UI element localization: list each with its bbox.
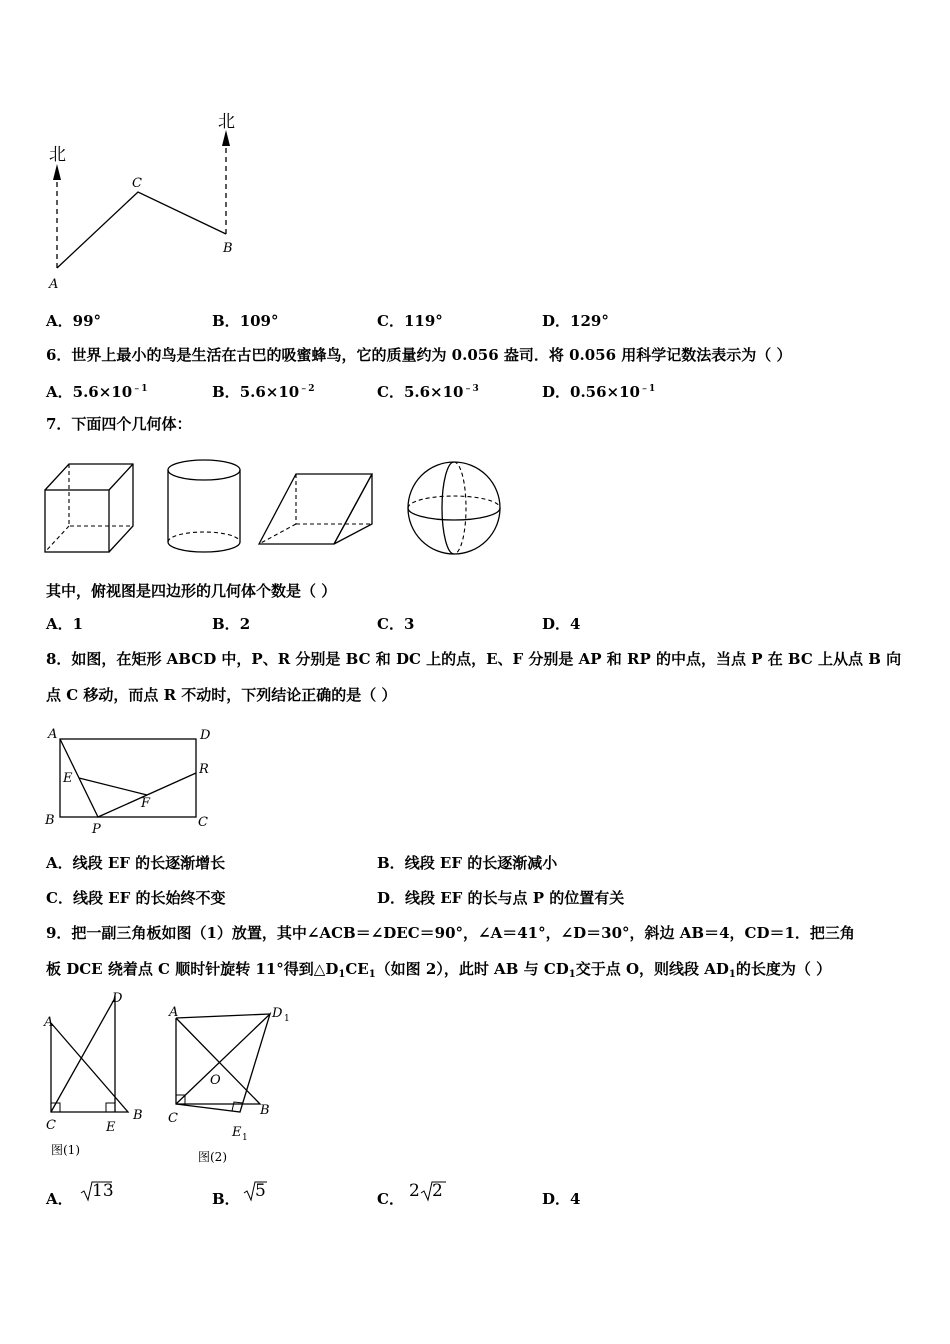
- q7-stem: 7．下面四个几何体：: [46, 415, 192, 433]
- q7-option-c[interactable]: C．3: [377, 615, 415, 633]
- label-b: B: [45, 813, 55, 828]
- label-f: F: [141, 796, 151, 811]
- label-e: E: [106, 1120, 116, 1135]
- triangles-figure-2: [162, 1000, 292, 1170]
- q6-stem: 6．世界上最小的鸟是生活在古巴的吸蜜蜂鸟，它的质量约为 0.056 盎司．将 0.056 用科学记数法表示为（ ）: [46, 346, 792, 364]
- q5-option-b[interactable]: B．109°: [212, 312, 279, 330]
- q9-option-b[interactable]: B．: [212, 1190, 240, 1208]
- q5-option-a[interactable]: A．99°: [46, 312, 102, 330]
- q8-option-d[interactable]: D．线段 EF 的长与点 P 的位置有关: [377, 889, 625, 907]
- q5-option-c[interactable]: C．119°: [377, 312, 443, 330]
- q8-option-c[interactable]: C．线段 EF 的长始终不变: [46, 889, 226, 907]
- q6-option-a[interactable]: A．$5.6\times 10^{﹣1}$: [46, 383, 148, 401]
- north-label-2: 北: [218, 112, 235, 132]
- label-a: A: [44, 1015, 54, 1030]
- caption-1: 图(1): [51, 1143, 80, 1157]
- q5-option-d[interactable]: D．129°: [542, 312, 609, 330]
- label-d1-sub: 1: [284, 1014, 290, 1024]
- label-c: C: [198, 815, 208, 830]
- cube-figure: [42, 460, 138, 558]
- caption-2: 图(2): [198, 1150, 227, 1164]
- label-c: C: [132, 176, 142, 191]
- compass-figure: [40, 108, 260, 293]
- q6-option-b[interactable]: B．$5.6\times 10^{﹣2}$: [212, 383, 315, 401]
- north-label-1: 北: [49, 145, 66, 165]
- q6-option-d[interactable]: D．$0.56\times 10^{﹣1}$: [542, 383, 656, 401]
- label-d1: D: [272, 1006, 283, 1021]
- label-b: B: [260, 1103, 270, 1118]
- q7-option-a[interactable]: A．1: [46, 615, 84, 633]
- north-arrow-a: [53, 164, 61, 180]
- label-e1: E: [232, 1125, 242, 1140]
- q7-option-b[interactable]: B．2: [212, 615, 251, 633]
- label-p: P: [92, 822, 101, 836]
- q9-stem-line1: 9．把一副三角板如图（1）放置，其中∠ACB＝∠DEC＝90°，∠A＝41°，∠D＝30°，斜边 AB＝4，CD＝1．把三角: [46, 924, 855, 942]
- label-a: A: [49, 277, 59, 292]
- label-c: C: [46, 1118, 56, 1133]
- q7-question: 其中，俯视图是四边形的几何体个数是（ ）: [46, 582, 337, 600]
- q6-option-c[interactable]: C．$5.6\times 10^{﹣3}$: [377, 383, 479, 401]
- q8-stem-line1: 8．如图，在矩形 ABCD 中，P、R 分别是 BC 和 DC 上的点，E、F 分别是 AP 和 RP 的中点，当点 P 在 BC 上从点 B 向: [46, 650, 902, 668]
- q9-option-d[interactable]: D．4: [542, 1190, 581, 1208]
- q8-option-a[interactable]: A．线段 EF 的长逐渐增长: [46, 854, 226, 872]
- label-o: O: [210, 1073, 221, 1088]
- q9-option-a[interactable]: A．: [46, 1190, 73, 1208]
- label-a: A: [169, 1005, 179, 1020]
- north-arrow-b: [222, 130, 230, 146]
- label-c: C: [168, 1111, 178, 1126]
- q8-option-b[interactable]: B．线段 EF 的长逐渐减小: [377, 854, 558, 872]
- label-r: R: [199, 762, 209, 777]
- label-b: B: [223, 241, 233, 256]
- cylinder-figure: [162, 456, 248, 558]
- q9-option-b-value[interactable]: 5: [243, 1180, 267, 1206]
- path-acb: [57, 192, 226, 268]
- label-b: B: [133, 1108, 143, 1123]
- label-a: A: [48, 727, 58, 742]
- rectangle-figure: [42, 722, 222, 836]
- q9-stem-line2: 板 DCE 绕着点 C 顺时针旋转 11°得到$\triangle D_1CE_1$（如图 2），此时 AB 与 $CD_1$交于点 O，则线段 $AD_1$的长度为（ ）: [46, 960, 832, 980]
- q7-option-d[interactable]: D．4: [542, 615, 581, 633]
- prism-figure: [254, 468, 380, 550]
- q8-stem-line2: 点 C 移动，而点 R 不动时，下列结论正确的是（ ）: [46, 686, 397, 704]
- q9-option-a-value[interactable]: 13: [80, 1180, 112, 1206]
- label-d: D: [200, 728, 211, 743]
- triangles-figure-1: [40, 988, 150, 1163]
- q9-option-c[interactable]: C．: [377, 1190, 404, 1208]
- label-e1-sub: 1: [242, 1133, 248, 1143]
- label-d: D: [112, 991, 123, 1006]
- sphere-figure: [404, 458, 504, 558]
- label-e: E: [63, 771, 73, 786]
